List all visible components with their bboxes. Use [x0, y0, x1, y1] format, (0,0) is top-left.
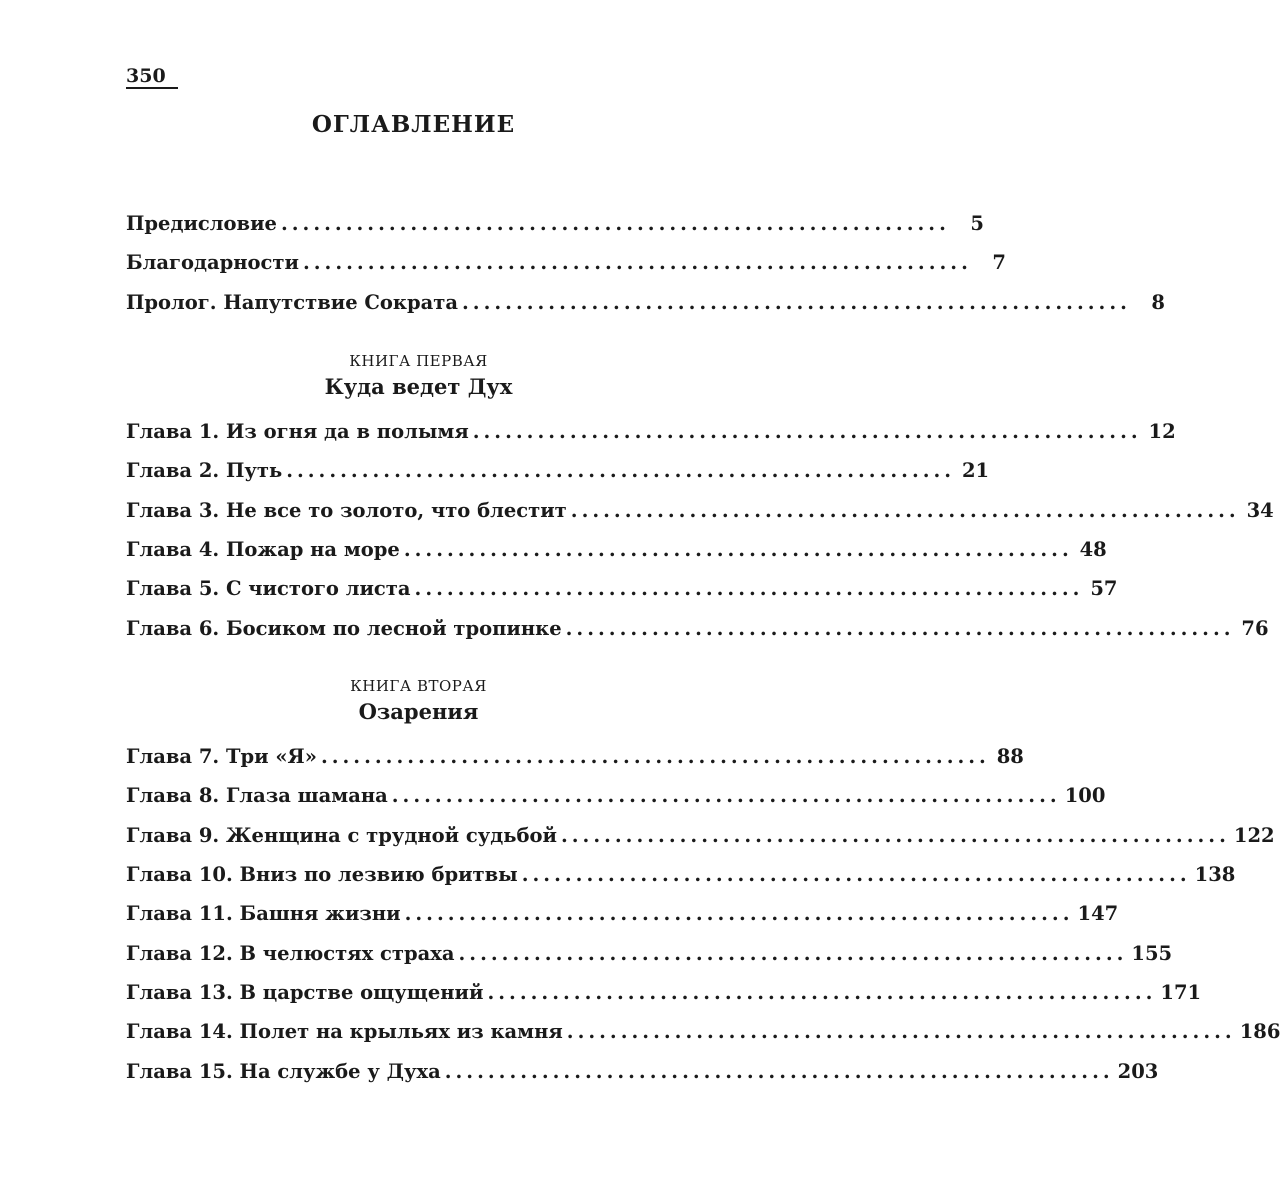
toc-entry-preface[interactable] — [126, 204, 984, 243]
leader-dots: .............................................................. — [472, 420, 1142, 444]
leader-dots: .............................................................. — [444, 1059, 1114, 1083]
toc-entry-label: Глава 11. Башня жизни — [126, 902, 401, 926]
leader-dots: .............................................................. — [462, 290, 1131, 314]
toc-entry-label: Глава 1. Из огня да в полымя — [126, 420, 469, 444]
toc-entry-chapter[interactable] — [126, 816, 1275, 855]
toc-entry-chapter[interactable] — [126, 776, 1106, 815]
toc-entry-label: Глава 3. Не все то золото, что блестит — [126, 498, 567, 522]
toc-entry-chapter[interactable] — [126, 855, 1236, 894]
book-2-heading — [0, 677, 837, 724]
toc-entry-page: 147 — [1077, 902, 1119, 926]
toc-entry-acknowledgements[interactable] — [126, 243, 1006, 282]
toc-entry-page: 88 — [996, 745, 1024, 769]
leader-dots: .............................................................. — [404, 902, 1074, 926]
leader-dots: .............................................................. — [403, 538, 1073, 562]
toc-entry-page: 155 — [1131, 941, 1173, 965]
toc-entry-page: 21 — [961, 459, 990, 483]
toc-entry-chapter[interactable] — [126, 608, 1269, 647]
leader-dots: .............................................................. — [414, 577, 1084, 601]
leader-dots: .............................................................. — [458, 941, 1128, 965]
leader-dots: .............................................................. — [391, 784, 1061, 808]
book-title: Куда ведет Дух — [324, 374, 513, 399]
leader-dots: .............................................................. — [302, 251, 972, 275]
toc-entry-label: Глава 15. На службе у Духа — [126, 1059, 441, 1083]
toc-entry-label: Глава 2. Путь — [126, 459, 283, 483]
toc-entry-chapter[interactable] — [126, 412, 1176, 451]
toc-entry-chapter[interactable] — [126, 530, 1107, 569]
book-1-heading — [0, 352, 837, 399]
book-2-chapter-list — [126, 737, 1280, 1091]
toc-entry-page: 8 — [1151, 290, 1165, 314]
leader-dots: .............................................................. — [560, 823, 1230, 847]
toc-entry-chapter[interactable] — [126, 1051, 1159, 1090]
leader-dots: .............................................................. — [280, 212, 950, 236]
leader-dots: .............................................................. — [487, 980, 1157, 1004]
toc-entry-page: 100 — [1064, 784, 1106, 808]
toc-entry-label: Глава 14. Полет на крыльях из камня — [126, 1020, 563, 1044]
toc-entry-chapter[interactable] — [126, 973, 1202, 1012]
page-title: ОГЛАВЛЕНИЕ — [311, 111, 516, 138]
toc-entry-chapter[interactable] — [126, 491, 1274, 530]
toc-entry-label: Пролог. Напутствие Сократа — [126, 290, 458, 314]
toc-entry-page: 7 — [992, 251, 1006, 275]
toc-entry-chapter[interactable] — [126, 894, 1119, 933]
leader-dots: .............................................................. — [566, 1020, 1236, 1044]
toc-entry-label: Предисловие — [126, 212, 277, 236]
book-caption: КНИГА ПЕРВАЯ — [349, 352, 488, 370]
toc-entry-label: Глава 13. В царстве ощущений — [126, 980, 484, 1004]
toc-entry-prologue[interactable] — [126, 283, 1165, 322]
toc-entry-label: Глава 8. Глаза шамана — [126, 784, 388, 808]
page-number: 350 — [126, 66, 178, 89]
toc-entry-chapter[interactable] — [126, 1012, 1280, 1051]
leader-dots: .............................................................. — [570, 498, 1240, 522]
toc-entry-page: 122 — [1233, 823, 1275, 847]
toc-entry-chapter[interactable] — [126, 737, 1024, 776]
leader-dots: .............................................................. — [565, 616, 1235, 640]
toc-entry-label: Глава 10. Вниз по лезвию бритвы — [126, 863, 518, 887]
leader-dots: .............................................................. — [320, 745, 990, 769]
toc-entry-label: Благодарности — [126, 251, 299, 275]
toc-entry-page: 203 — [1117, 1059, 1159, 1083]
toc-entry-label: Глава 4. Пожар на море — [126, 538, 400, 562]
toc-entry-page: 5 — [970, 212, 984, 236]
book-title: Озарения — [358, 699, 479, 724]
leader-dots: .............................................................. — [521, 863, 1191, 887]
book-caption: КНИГА ВТОРАЯ — [350, 677, 487, 695]
book-1-chapter-list — [126, 412, 1274, 648]
toc-entry-label: Глава 7. Три «Я» — [126, 745, 317, 769]
toc-entry-page: 12 — [1148, 420, 1176, 444]
toc-entry-label: Глава 9. Женщина с трудной судьбой — [126, 823, 557, 847]
toc-entry-page: 57 — [1090, 577, 1118, 601]
toc-entry-label: Глава 5. С чистого листа — [126, 577, 411, 601]
toc-entry-label: Глава 6. Босиком по лесной тропинке — [126, 616, 562, 640]
leader-dots: .............................................................. — [286, 459, 956, 483]
toc-entry-chapter[interactable] — [126, 451, 990, 490]
toc-entry-chapter[interactable] — [126, 933, 1173, 972]
toc-entry-page: 186 — [1239, 1020, 1280, 1044]
toc-entry-page: 76 — [1241, 616, 1269, 640]
toc-entry-label: Глава 12. В челюстях страха — [126, 941, 455, 965]
toc-entry-page: 138 — [1194, 863, 1236, 887]
toc-entry-page: 34 — [1246, 498, 1274, 522]
toc-entry-page: 48 — [1079, 538, 1107, 562]
front-matter-list — [126, 204, 1165, 322]
toc-entry-page: 171 — [1160, 980, 1202, 1004]
toc-entry-chapter[interactable] — [126, 569, 1118, 608]
